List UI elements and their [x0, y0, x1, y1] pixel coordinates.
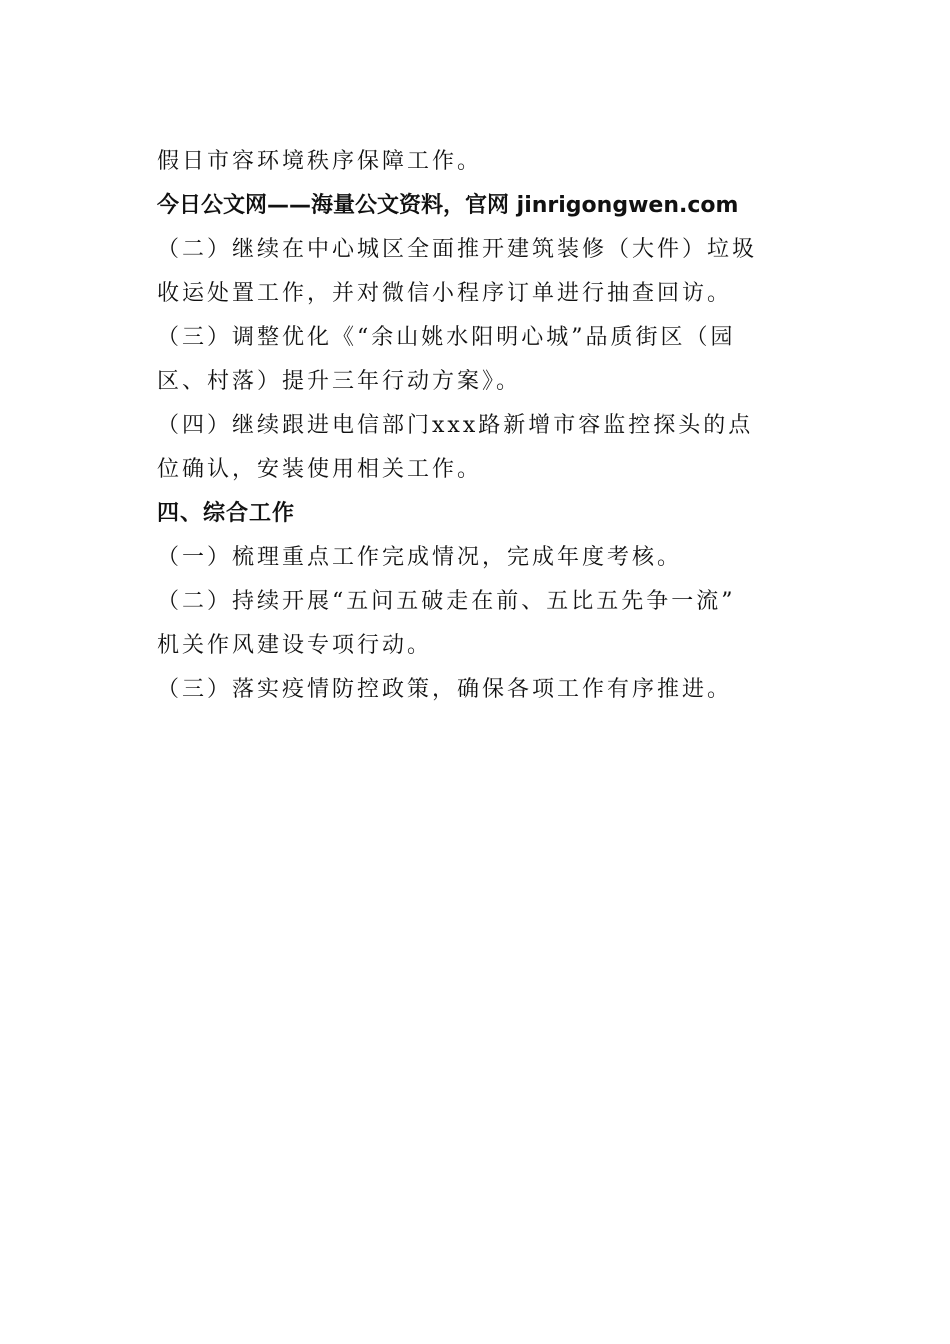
- document-body: [157, 140, 797, 712]
- body-line: 机关作风建设专项行动。: [157, 633, 433, 658]
- body-line: 假日市容环境秩序保障工作。: [157, 149, 483, 174]
- body-line: 位确认，安装使用相关工作。: [157, 457, 483, 482]
- body-line: （一）梳理重点工作完成情况，完成年度考核。: [157, 545, 683, 570]
- watermark-line: 今日公文网——海量公文资料，官网 jinrigongwen.com: [157, 193, 739, 218]
- body-line: 收运处置工作，并对微信小程序订单进行抽查回访。: [157, 281, 733, 306]
- body-line: 区、村落）提升三年行动方案》。: [157, 369, 522, 394]
- body-line: （三）落实疫情防控政策，确保各项工作有序推进。: [157, 677, 733, 702]
- body-line: （二）持续开展“五问五破走在前、五比五先争一流”: [157, 589, 736, 614]
- body-line: （三）调整优化《“余山姚水阳明心城”品质街区（园: [157, 325, 736, 350]
- body-line: （二）继续在中心城区全面推开建筑装修（大件）垃圾: [157, 237, 758, 262]
- section-heading: 四、综合工作: [157, 501, 296, 526]
- body-line: （四）继续跟进电信部门xxx路新增市容监控探头的点: [157, 413, 754, 438]
